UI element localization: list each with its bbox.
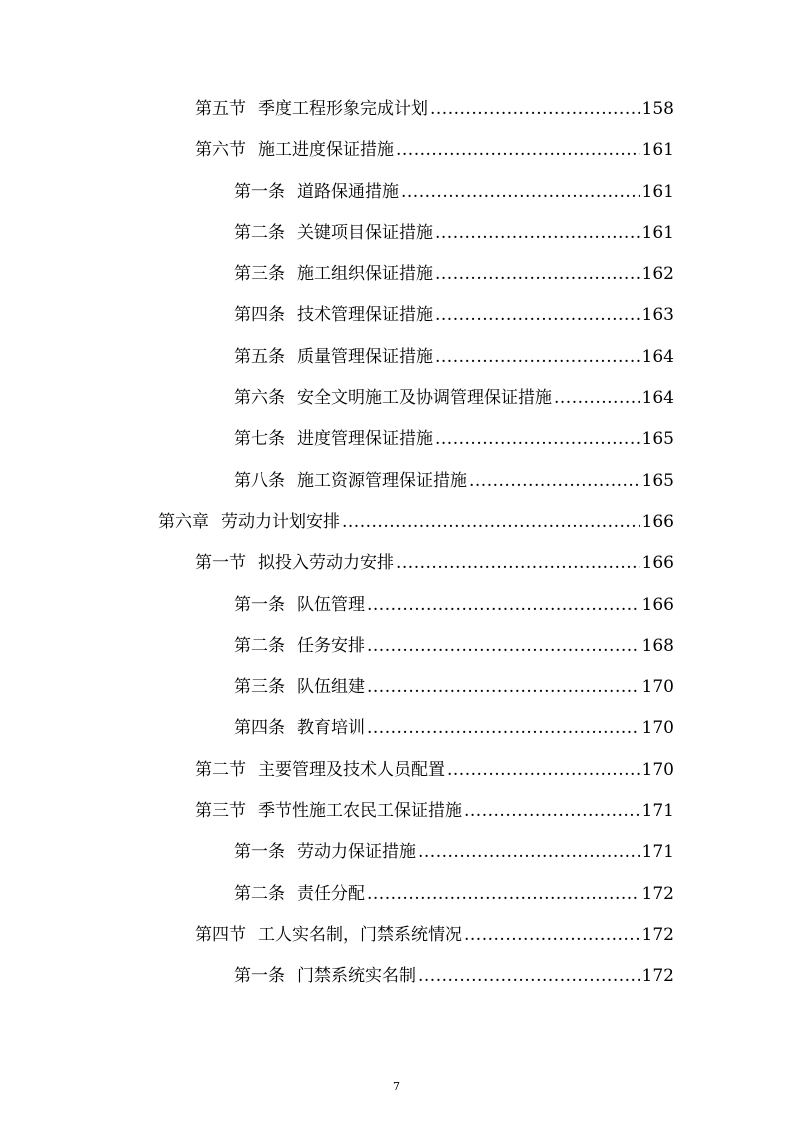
- toc-entry-page: 171: [641, 801, 674, 822]
- dot-leader: [435, 257, 640, 291]
- toc-entry-title: 季节性施工农民工保证措施: [258, 801, 462, 822]
- toc-entry-title: 劳动力计划安排: [221, 511, 340, 532]
- toc-entry[interactable]: [0, 629, 793, 670]
- toc-entry-page: 172: [641, 966, 674, 987]
- page-number: 7: [393, 1080, 400, 1093]
- dot-leader: [396, 546, 640, 580]
- toc-entry-title: 劳动力保证措施: [297, 842, 416, 863]
- toc-entry-number: 第五条: [234, 346, 285, 367]
- toc-entry-page: 165: [641, 470, 674, 491]
- dot-leader: [367, 629, 640, 663]
- toc-entry-number: 第四节: [195, 924, 246, 945]
- toc-entry-page: 170: [641, 718, 674, 739]
- toc-entry-page: 163: [641, 305, 674, 326]
- dot-leader: [435, 422, 640, 456]
- toc-entry[interactable]: [0, 175, 793, 216]
- toc-entry-number: 第八条: [234, 470, 285, 491]
- toc-entry[interactable]: [0, 835, 793, 876]
- toc-entry-number: 第六条: [234, 388, 285, 409]
- toc-entry-number: 第二节: [195, 759, 246, 780]
- toc-entry[interactable]: [0, 381, 793, 422]
- toc-entry-page: 161: [641, 222, 674, 243]
- toc-entry-number: 第三条: [234, 264, 285, 285]
- toc-entry[interactable]: [0, 133, 793, 174]
- toc-entry-number: 第三条: [234, 677, 285, 698]
- toc-entry-title: 队伍管理: [297, 594, 365, 615]
- toc-entry-page: 171: [641, 842, 674, 863]
- dot-leader: [367, 670, 640, 704]
- toc-entry[interactable]: [0, 216, 793, 257]
- toc-entry[interactable]: [0, 753, 793, 794]
- toc-entry-number: 第四条: [234, 305, 285, 326]
- toc-entry-title: 主要管理及技术人员配置: [258, 759, 445, 780]
- toc-entry-page: 172: [641, 883, 674, 904]
- toc-entry-title: 质量管理保证措施: [297, 346, 433, 367]
- toc-entry-title: 任务安排: [297, 635, 365, 656]
- toc-entry-page: 161: [641, 140, 674, 161]
- dot-leader: [418, 835, 640, 869]
- toc-entry[interactable]: [0, 711, 793, 752]
- dot-leader: [464, 794, 640, 828]
- toc-entry[interactable]: [0, 959, 793, 1000]
- dot-leader: [469, 464, 640, 498]
- dot-leader: [554, 381, 640, 415]
- toc-entry-number: 第四条: [234, 718, 285, 739]
- toc-entry-title: 拟投入劳动力安排: [258, 553, 394, 574]
- dot-leader: [418, 959, 640, 993]
- toc-entry-number: 第一条: [234, 181, 285, 202]
- toc-entry-title: 门禁系统实名制: [297, 966, 416, 987]
- toc-entry[interactable]: [0, 794, 793, 835]
- toc-entry-page: 166: [641, 511, 674, 532]
- toc-entry-number: 第七条: [234, 429, 285, 450]
- toc-entry[interactable]: [0, 92, 793, 133]
- toc-entry[interactable]: [0, 340, 793, 381]
- toc-entry-title: 安全文明施工及协调管理保证措施: [297, 388, 552, 409]
- toc-entry-number: 第二条: [234, 222, 285, 243]
- table-of-contents: [0, 92, 793, 1001]
- dot-leader: [435, 216, 640, 250]
- toc-entry-page: 166: [641, 594, 674, 615]
- toc-entry[interactable]: [0, 877, 793, 918]
- toc-entry-page: 170: [641, 759, 674, 780]
- dot-leader: [342, 505, 640, 539]
- toc-entry-number: 第三节: [195, 801, 246, 822]
- dot-leader: [401, 175, 640, 209]
- toc-entry-page: 165: [641, 429, 674, 450]
- toc-entry-number: 第五节: [195, 99, 246, 119]
- dot-leader: [430, 92, 640, 126]
- toc-entry-number: 第一节: [195, 553, 246, 574]
- toc-entry-number: 第一条: [234, 842, 285, 863]
- dot-leader: [435, 340, 640, 374]
- dot-leader: [464, 918, 640, 952]
- toc-entry-page: 172: [641, 924, 674, 945]
- dot-leader: [435, 298, 640, 332]
- toc-entry-title: 关键项目保证措施: [297, 222, 433, 243]
- toc-entry-title: 施工进度保证措施: [258, 140, 394, 161]
- toc-entry[interactable]: [0, 588, 793, 629]
- toc-entry[interactable]: [0, 257, 793, 298]
- dot-leader: [367, 877, 640, 911]
- dot-leader: [367, 711, 640, 745]
- toc-entry-title: 教育培训: [297, 718, 365, 739]
- toc-entry[interactable]: [0, 546, 793, 587]
- toc-entry-page: 161: [641, 181, 674, 202]
- toc-entry-title: 工人实名制，门禁系统情况: [258, 924, 462, 945]
- toc-entry-title: 技术管理保证措施: [297, 305, 433, 326]
- toc-entry-title: 进度管理保证措施: [297, 429, 433, 450]
- toc-entry-number: 第一条: [234, 594, 285, 615]
- toc-entry-page: 164: [641, 388, 674, 409]
- toc-entry-title: 道路保通措施: [297, 181, 399, 202]
- dot-leader: [367, 588, 640, 622]
- toc-entry-page: 158: [641, 99, 674, 119]
- toc-entry-title: 责任分配: [297, 883, 365, 904]
- toc-entry-title: 队伍组建: [297, 677, 365, 698]
- toc-entry[interactable]: [0, 422, 793, 463]
- dot-leader: [396, 133, 640, 167]
- toc-entry-number: 第二条: [234, 635, 285, 656]
- toc-entry-page: 162: [641, 264, 674, 285]
- toc-entry-page: 170: [641, 677, 674, 698]
- toc-entry-page: 168: [641, 635, 674, 656]
- toc-entry-number: 第六节: [195, 140, 246, 161]
- toc-entry-number: 第六章: [158, 511, 209, 532]
- toc-entry-title: 施工组织保证措施: [297, 264, 433, 285]
- toc-entry-title: 施工资源管理保证措施: [297, 470, 467, 491]
- dot-leader: [447, 753, 640, 787]
- toc-entry-number: 第二条: [234, 883, 285, 904]
- toc-entry[interactable]: [0, 670, 793, 711]
- toc-entry[interactable]: [0, 505, 793, 546]
- toc-entry-number: 第一条: [234, 966, 285, 987]
- toc-entry[interactable]: [0, 298, 793, 339]
- toc-entry-page: 166: [641, 553, 674, 574]
- toc-entry[interactable]: [0, 918, 793, 959]
- toc-entry-title: 季度工程形象完成计划: [258, 99, 428, 119]
- toc-entry[interactable]: [0, 464, 793, 505]
- toc-entry-page: 164: [641, 346, 674, 367]
